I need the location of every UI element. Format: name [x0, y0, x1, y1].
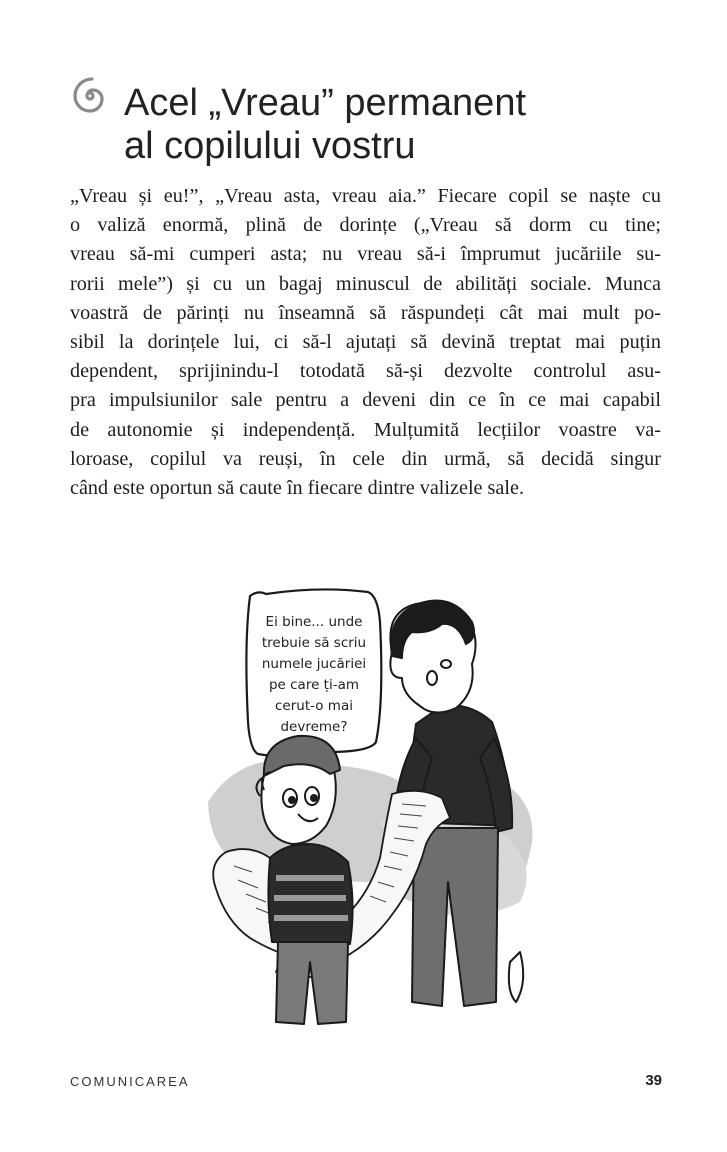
speech-bubble-text — [254, 612, 374, 738]
bubble-line: devreme? — [280, 719, 348, 735]
bubble-line: numele jucăriei — [261, 656, 367, 672]
bubble-line: trebuie să scriu — [261, 635, 367, 651]
paragraph-line: dependent, sprijinindu-l totodată să-și dezvolte controlul asu- — [70, 360, 661, 383]
paragraph-line: rorii mele”) și cu un bagaj minuscul de abilități sociale. Munca — [70, 272, 661, 295]
paragraph-line: pra impulsiunilor sale pentru a deveni din ce în ce mai capabil — [70, 389, 661, 412]
paragraph-line: de autonomie și independență. Mulțumită lecțiilor voastre va- — [70, 418, 661, 441]
paragraph-line: când este oportun să caute în fiecare dintre valizele sale. — [70, 477, 524, 500]
paragraph-line: loroase, copilul va reuși, în cele din urmă, să decidă singur — [70, 447, 661, 470]
paragraph-line: vreau să-mi cumperi asta; nu vreau să-i împrumut jucăriile su- — [70, 243, 661, 266]
paragraph-line: voastră de părinți nu înseamnă să răspundeți cât mai mult po- — [70, 301, 661, 324]
bubble-line: pe care ți-am — [268, 677, 360, 693]
paragraph-line: sibil la dorințele lui, ci să-l ajutați să devină treptat mai puțin — [70, 331, 661, 354]
spiral-icon — [70, 76, 110, 116]
bubble-line: Ei bine... unde — [265, 614, 363, 630]
paragraph-line: „Vreau și eu!”, „Vreau asta, vreau aia.” Fiecare copil se naște cu — [70, 185, 661, 207]
paragraph-line: o valiză enormă, plină de dorințe („Vreau să dorm cu tine; — [70, 214, 661, 237]
running-footer-section: COMUNICAREA — [70, 1074, 190, 1089]
body-paragraph — [70, 182, 661, 503]
title-line: al copilului vostru — [124, 125, 416, 167]
page-number: 39 — [645, 1072, 662, 1089]
page-title — [124, 82, 526, 168]
title-line: Acel „Vreau” permanent — [124, 82, 527, 124]
bubble-line: cerut-o mai — [275, 698, 353, 714]
